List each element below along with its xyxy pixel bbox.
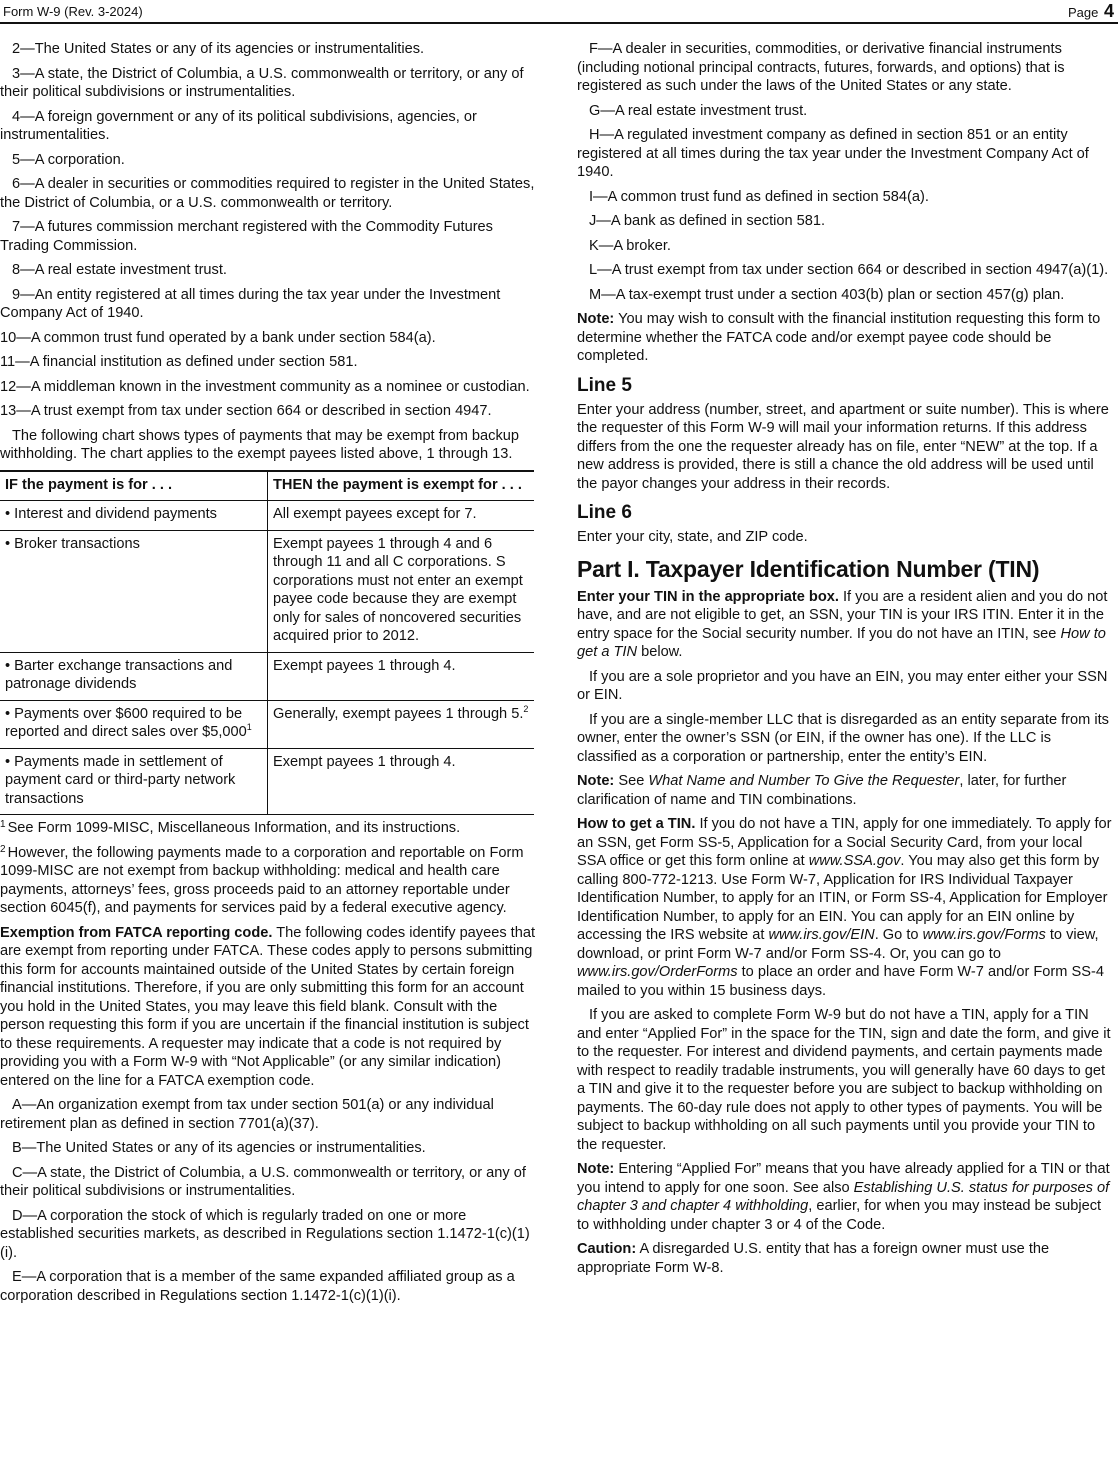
fatca-label: Exemption from FATCA reporting code. [0, 924, 273, 941]
table-row [0, 748, 534, 815]
how-to-label: How to get a TIN. [577, 816, 696, 832]
table-header-if: IF the payment is for . . . [0, 471, 268, 501]
right-column [577, 40, 1112, 1283]
payment-type-cell: • Broker transactions [0, 530, 268, 652]
note-label: Note: [577, 773, 615, 789]
payment-type-cell: • Payments made in settlement of payment card or third-party network transactions [0, 748, 268, 815]
note-paragraph [577, 310, 1112, 366]
payee-item: 10—A common trust fund operated by a bank under section 584(a). [0, 329, 436, 346]
how-to-text: to place an order and have Form W-7 and/or Form SS-4 mailed to you within 15 business days. [577, 964, 1104, 999]
page-label: Page [1067, 5, 1099, 20]
footnote-ref: 2 [523, 703, 529, 714]
fatca-code-item: E—A corporation that is a member of the same expanded affiliated group as a corporation described in Regulations section 1.1472-1(c)(1)(i). [0, 1269, 515, 1304]
table-header-then: THEN the payment is exempt for . . . [268, 471, 535, 501]
irs-ein-link: www.irs.gov/EIN [768, 927, 875, 943]
table-row [0, 530, 534, 652]
caution-label: Caution: [577, 1241, 637, 1257]
page-number: 4 [1103, 1, 1114, 21]
note-text: Entering “Applied For” means that you have already applied for a TIN or that you intend to apply for one soon. See also [577, 1161, 1110, 1196]
footnote-text: See Form 1099-MISC, Miscellaneous Information, and its instructions. [7, 820, 461, 836]
caution-text: A disregarded U.S. entity that has a foreign owner must use the appropriate Form W-8. [577, 1241, 1050, 1276]
llc-text: If you are a single-member LLC that is disregarded as an entity separate from its owner, enter the owner’s SSN (or EIN, if the owner has one). If the LLC is classified as a corporation or partnership, enter the entity’s EIN. [577, 711, 1109, 765]
footnote-text: However, the following payments made to a corporation and reportable on Form 1099-MISC are not exempt from backup withholding: medical and health care payments, attorneys’ fees, gross proceeds paid to an attorney reportable under section 6045(f), and payments for services paid by a federal executive agency. [0, 844, 524, 916]
tin-ref: How to get a TIN [577, 625, 1106, 660]
note-text: You may wish to consult with the financial institution requesting this form to determine whether the FATCA code and/or exempt payee code should be completed. [577, 311, 1101, 364]
tin-text: If you are a resident alien and you do not have, and are not eligible to get, an SSN, your TIN is your IRS ITIN. Enter it in the entry space for the Social security number. If you do not have an ITIN, see [577, 588, 1108, 642]
payee-item: 11—A financial institution as defined under section 581. [0, 354, 358, 370]
ssa-link: www.SSA.gov [808, 853, 901, 869]
line5-text: Enter your address (number, street, and apartment or suite number). This is where the requester of this Form W-9 will mail your information returns. If this address differs from the one the requester already has on file, enter “NEW” at the top. If a new address is provided, there is still a chance the old address will be used until the payor changes your address in their records. [577, 401, 1109, 492]
chart-intro: The following chart shows types of payments that may be exempt from backup withholding. The chart applies to the exempt payees listed above, 1 through 13. [0, 427, 519, 462]
fatca-code-item: H—A regulated investment company as defined in section 851 or an entity registered at all times during the tax year under the Investment Company Act of 1940. [577, 127, 1089, 180]
how-to-get-tin-paragraph [577, 815, 1112, 1000]
note-text: See [618, 773, 645, 789]
exemption-cell: Exempt payees 1 through 4. [268, 748, 535, 815]
payee-item: 6—A dealer in securities or commodities required to register in the United States, the District of Columbia, or a U.S. commonwealth or territory. [0, 176, 535, 211]
table-row [0, 652, 534, 700]
exemption-cell: All exempt payees except for 7. [268, 501, 535, 531]
irs-orderforms-link: www.irs.gov/OrderForms [577, 964, 738, 980]
payee-item: 4—A foreign government or any of its political subdivisions, agencies, or instrumentalities. [0, 108, 477, 143]
payment-type-cell: • Barter exchange transactions and patronage dividends [0, 652, 268, 700]
footnote [0, 844, 537, 918]
fatca-code-item: L—A trust exempt from tax under section 664 or described in section 4947(a)(1). [589, 262, 1109, 278]
footnote [0, 819, 537, 838]
tin-paragraph [577, 588, 1112, 662]
line6-text: Enter your city, state, and ZIP code. [577, 529, 808, 545]
payee-item: 3—A state, the District of Columbia, a U.S. commonwealth or territory, or any of their political subdivisions or instrumentalities. [0, 65, 524, 100]
irs-forms-link: www.irs.gov/Forms [922, 927, 1046, 943]
fatca-text: The following codes identify payees that are exempt from reporting under FATCA. These codes apply to persons submitting this form for accounts maintained outside of the United States by certain foreign financial institutions. Therefore, if you are only submitting this form for an account you hold in the United States, you may leave this field blank. Consult with the person requesting this form if you are uncertain if the financial institution is subject to these requirements. A requester may indicate that a code is not required by providing you with a Form W-9 with “Not Applicable” (or any similar indication) entered on the line for a FATCA exemption code. [0, 924, 536, 1089]
tin-label: Enter your TIN in the appropriate box. [577, 588, 839, 605]
fatca-code-item: F—A dealer in securities, commodities, or derivative financial instruments (including notional principal contracts, futures, forwards, and options) that is registered as such under the laws of the United States or any state. [577, 41, 1065, 94]
payment-type-cell: • Interest and dividend payments [0, 501, 268, 531]
note-text-end: , later, for further clarification of name and TIN combinations. [577, 773, 1067, 808]
tin-text-end: below. [641, 644, 683, 660]
note-ref: Establishing U.S. status for purposes of chapter 3 and chapter 4 withholding [577, 1179, 1110, 1214]
exemption-text: Generally, exempt payees 1 through 5. [273, 705, 524, 722]
footnote-mark: 2 [0, 843, 6, 855]
payee-item: 5—A corporation. [12, 151, 125, 168]
part1-heading: Part I. Taxpayer Identification Number (TIN) [577, 555, 1040, 582]
footnote-ref: 1 [246, 722, 252, 732]
payment-type-text: • Payments over $600 required to be reported and direct sales over $5,000 [5, 705, 247, 740]
fatca-paragraph [0, 924, 537, 1091]
payee-item: 8—A real estate investment trust. [12, 262, 227, 278]
left-column [0, 40, 537, 1311]
form-id: Form W-9 (Rev. 3-2024) [3, 4, 143, 19]
note-ref: What Name and Number To Give the Requester [648, 773, 960, 789]
fatca-code-item: C—A state, the District of Columbia, a U.S. commonwealth or territory, or any of their political subdivisions or instrumentalities. [0, 1164, 526, 1199]
caution-paragraph [577, 1240, 1112, 1277]
payee-item: 9—An entity registered at all times during the tax year under the Investment Company Act of 1940. [0, 286, 501, 321]
how-to-text: to view, download, or print Form W-7 and/or Form SS-4. Or, you can go to [577, 927, 1099, 962]
page-header [0, 0, 1118, 24]
note-paragraph [577, 1160, 1112, 1234]
note-paragraph [577, 772, 1112, 809]
fatca-code-item: M—A tax-exempt trust under a section 403(b) plan or section 457(g) plan. [589, 286, 1065, 303]
note-label: Note: [577, 311, 615, 327]
line5-heading: Line 5 [577, 374, 632, 396]
exempt-payment-table [0, 470, 534, 816]
page-indicator [1068, 1, 1114, 22]
table-header-row [0, 471, 534, 501]
table-row [0, 700, 534, 748]
table-row [0, 501, 534, 531]
fatca-code-item: A—An organization exempt from tax under section 501(a) or any individual retirement plan as defined in section 7701(a)(37). [0, 1097, 494, 1132]
how-to-text: If you do not have a TIN, apply for one immediately. To apply for an SSN, get Form SS-5, Application for a Social Security Card, from your local SSA office or get this form online at [577, 816, 1112, 869]
payee-item: 13—A trust exempt from tax under section 664 or described in section 4947. [0, 403, 492, 419]
footnote-mark: 1 [0, 819, 6, 830]
how-to-text: . Go to [874, 927, 919, 943]
note-label: Note: [577, 1161, 615, 1177]
how-to-text: . You may also get this form by calling 800-772-1213. Use Form W-7, Application for IRS Individual Taxpayer Identification Number, to apply for an ITIN, or Form SS-4, Application for Employer Identification Number, to apply for an EIN. You can apply for an EIN online by accessing the IRS website at [577, 853, 1108, 943]
payment-type-cell [0, 700, 268, 748]
sole-proprietor-text: If you are a sole proprietor and you have an EIN, you may enter either your SSN or EIN. [577, 668, 1108, 703]
fatca-code-item: G—A real estate investment trust. [589, 102, 808, 119]
note-text-end: , earlier, for when you may instead be subject to withholding under chapter 3 or 4 of the Code. [577, 1198, 1102, 1233]
fatca-code-item: I—A common trust fund as defined in section 584(a). [589, 188, 929, 205]
exemption-cell [268, 700, 535, 748]
exemption-cell: Exempt payees 1 through 4. [268, 652, 535, 700]
exemption-cell: Exempt payees 1 through 4 and 6 through 11 and all C corporations. S corporations must not enter an exempt payee code because they are exempt only for sales of noncovered securities acquired prior to 2012. [268, 530, 535, 652]
fatca-code-item: D—A corporation the stock of which is regularly traded on one or more established securities markets, as described in Regulations section 1.1472-1(c)(1)(i). [0, 1207, 530, 1261]
fatca-code-item: B—The United States or any of its agencies or instrumentalities. [12, 1140, 426, 1156]
fatca-code-item: K—A broker. [589, 237, 671, 254]
fatca-code-item: J—A bank as defined in section 581. [589, 213, 826, 229]
applied-for-text: If you are asked to complete Form W-9 but do not have a TIN, apply for a TIN and enter “Applied For” in the space for the TIN, sign and date the form, and give it to the requester. For interest and dividend payments, and certain payments made with respect to readily tradable instruments, you will generally have 60 days to get a TIN and give it to the requester before you are subject to backup withholding on payments. The 60-day rule does not apply to other types of payments. You will be subject to backup withholding on all such payments until you provide your TIN to the requester. [577, 1007, 1111, 1153]
payee-item: 12—A middleman known in the investment community as a nominee or custodian. [0, 378, 530, 395]
payee-item: 2—The United States or any of its agencies or instrumentalities. [12, 41, 425, 57]
payee-item: 7—A futures commission merchant registered with the Commodity Futures Trading Commission. [0, 219, 493, 254]
line6-heading: Line 6 [577, 502, 632, 523]
